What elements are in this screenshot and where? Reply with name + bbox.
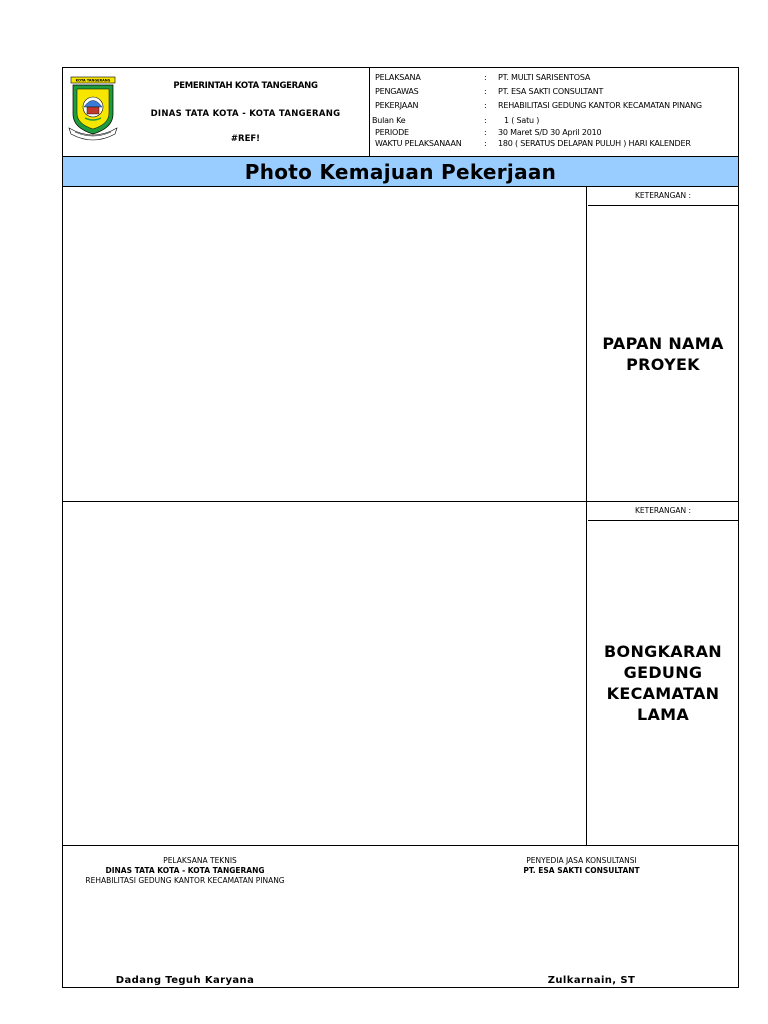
- info-colon: :: [484, 87, 487, 96]
- agency-block: [63, 68, 370, 156]
- info-label: PERIODE: [375, 128, 409, 137]
- info-label: WAKTU PELAKSANAAN: [375, 139, 462, 148]
- info-row-bulan-ke: [371, 116, 738, 128]
- photo-placeholder: [63, 502, 587, 845]
- signature-footer: [63, 846, 738, 987]
- note-line: BONGKARAN: [604, 642, 722, 661]
- left-signatory: Dadang Teguh Karyana: [115, 975, 255, 986]
- ref-error-cell: #REF!: [230, 134, 261, 144]
- project-info: [371, 68, 738, 156]
- note-header: KETERANGAN :: [588, 187, 738, 206]
- left-role: PELAKSANA TEKNIS: [163, 856, 237, 865]
- left-org: DINAS TATA KOTA - KOTA TANGERANG: [105, 866, 265, 875]
- city-emblem-icon: [67, 76, 119, 142]
- info-value: 30 Maret S/D 30 April 2010: [498, 128, 602, 137]
- info-row-pengawas: [371, 87, 738, 99]
- info-row-waktu-pelaksanaan: [371, 139, 738, 151]
- note-line: LAMA: [636, 705, 690, 724]
- title-bar: [63, 157, 738, 187]
- note-line: GEDUNG: [623, 663, 703, 682]
- right-role: PENYEDIA JASA KONSULTANSI: [526, 856, 637, 865]
- info-colon: :: [484, 73, 487, 82]
- info-label: Bulan Ke: [372, 116, 406, 125]
- info-colon: :: [484, 128, 487, 137]
- photo-placeholder: [63, 187, 587, 501]
- info-value: PT. ESA SAKTI CONSULTANT: [498, 87, 604, 96]
- right-signatory: Zulkarnain, ST: [547, 975, 636, 986]
- page-title: Photo Kemajuan Pekerjaan: [244, 160, 557, 184]
- note-panel: [588, 502, 738, 845]
- info-colon: :: [484, 139, 487, 148]
- info-value: 1 ( Satu ): [504, 116, 540, 125]
- note-line: PAPAN NAMA: [602, 334, 724, 353]
- info-colon: :: [484, 101, 487, 110]
- info-label: PEKERJAAN: [375, 101, 419, 110]
- note-header: KETERANGAN :: [588, 502, 738, 521]
- government-name: PEMERINTAH KOTA TANGERANG: [173, 81, 318, 91]
- info-row-pelaksana: [371, 73, 738, 85]
- left-project: REHABILITASI GEDUNG KANTOR KECAMATAN PINANG: [85, 876, 285, 885]
- info-colon: :: [484, 116, 487, 125]
- info-row-pekerjaan: [371, 101, 738, 113]
- info-label: PELAKSANA: [375, 73, 421, 82]
- photo-section-2: [63, 502, 738, 846]
- document-header: [63, 68, 738, 157]
- right-org: PT. ESA SAKTI CONSULTANT: [523, 866, 640, 875]
- info-value: 180 ( SERATUS DELAPAN PULUH ) HARI KALENDER: [498, 139, 691, 148]
- note-panel: [588, 187, 738, 501]
- note-line: KECAMATAN: [606, 684, 720, 703]
- photo-section-1: [63, 187, 738, 502]
- note-line: PROYEK: [626, 355, 700, 374]
- document-sheet: [62, 67, 739, 988]
- department-name: DINAS TATA KOTA - KOTA TANGERANG: [150, 109, 341, 119]
- info-value: PT. MULTI SARISENTOSA: [498, 73, 591, 82]
- info-label: PENGAWAS: [375, 87, 419, 96]
- logo-text: KOTA TANGERANG: [75, 78, 111, 83]
- info-value: REHABILITASI GEDUNG KANTOR KECAMATAN PINANG: [498, 101, 702, 110]
